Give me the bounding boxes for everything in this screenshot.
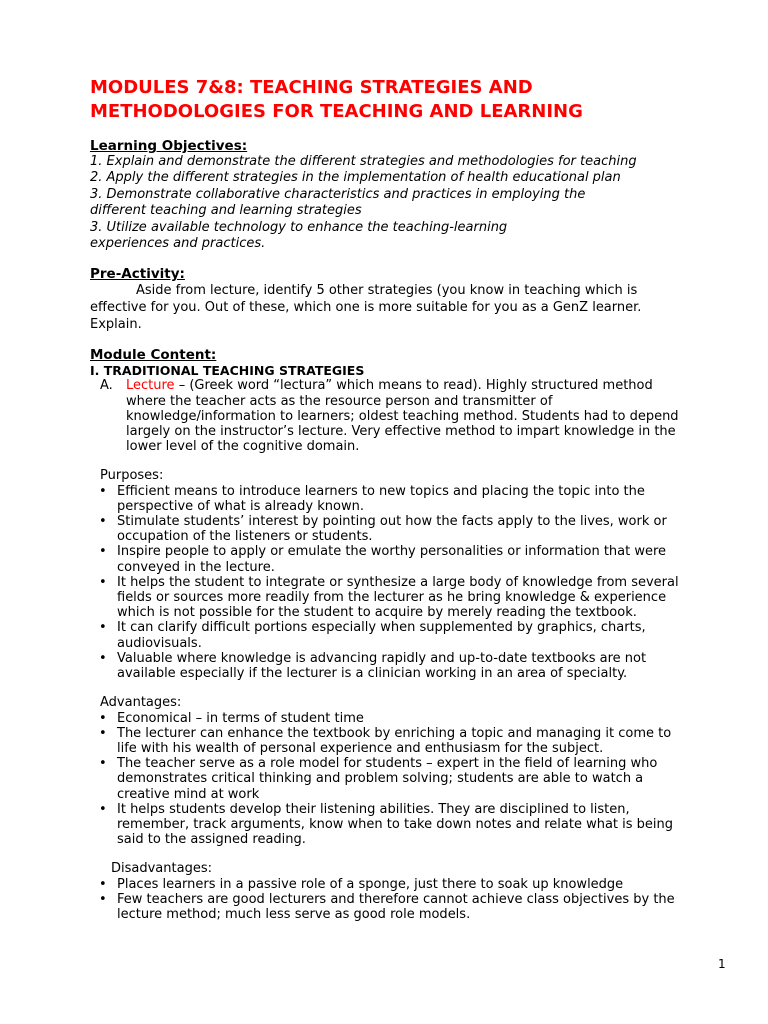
bullet-icon: • <box>99 891 107 907</box>
module-title <box>90 76 730 124</box>
list-item-text: The teacher serve as a role model for students – expert in the field of learning who <box>117 756 658 772</box>
pre-activity-line: effective for you. Out of these, which one is more suitable for you as a GenZ learner. <box>90 300 642 316</box>
objectives-list <box>90 154 730 252</box>
list-item <box>90 484 730 514</box>
list-item <box>90 726 730 756</box>
pre-activity-line: Explain. <box>90 317 142 333</box>
list-item-text: audiovisuals. <box>117 635 202 651</box>
list-marker: A. <box>100 378 113 394</box>
objective-line: 3. Demonstrate collaborative characteristics and practices in employing the <box>90 186 586 202</box>
lecture-text: knowledge/information to learners; oldest teaching method. Students had to depend <box>126 408 679 424</box>
bullet-icon: • <box>99 483 107 499</box>
list-item <box>90 575 730 621</box>
list-item-text: It helps students develop their listening abilities. They are disciplined to listen, <box>117 801 630 817</box>
advantages-list <box>90 711 730 848</box>
list-item-text: Valuable where knowledge is advancing rapidly and up-to-date textbooks are not <box>117 650 647 666</box>
list-item-text: It can clarify difficult portions especially when supplemented by graphics, charts, <box>117 620 646 636</box>
pre-activity-text <box>90 282 730 333</box>
objective-line: 3. Utilize available technology to enhance the teaching-learning <box>90 219 508 235</box>
list-item <box>90 711 730 726</box>
list-item-text: said to the assigned reading. <box>117 832 306 848</box>
bullet-icon: • <box>99 650 107 666</box>
disadvantages-label: Disadvantages: <box>111 861 212 877</box>
bullet-icon: • <box>99 544 107 560</box>
list-item-text: Stimulate students’ interest by pointing out how the facts apply to the lives, work or <box>117 514 667 530</box>
bullet-icon: • <box>99 801 107 817</box>
list-item-text: Economical – in terms of student time <box>117 710 364 726</box>
bullet-icon: • <box>99 710 107 726</box>
objective-line: 1. Explain and demonstrate the different strategies and methodologies for teaching <box>90 154 637 169</box>
list-item <box>90 544 730 574</box>
list-item-text: perspective of what is already known. <box>117 498 364 514</box>
purposes-label: Purposes: <box>100 468 164 484</box>
list-item-text: which is not possible for the student to acquire by merely reading the textbook. <box>117 605 637 621</box>
objective-line: 2. Apply the different strategies in the implementation of health educational plan <box>90 170 621 186</box>
title-bold-line2: METHODOLOGIES FOR TEACHING AND LEARNING <box>90 101 583 122</box>
objective-line: different teaching and learning strategies <box>90 203 362 219</box>
bullet-icon: • <box>99 876 107 892</box>
list-item-text: demonstrates critical thinking and problem solving; students are able to watch a <box>117 771 644 787</box>
list-item-text: life with his wealth of personal experience and enthusiasm for the subject. <box>117 740 604 756</box>
lecture-text: – (Greek word “lectura” which means to read). Highly structured method <box>174 378 653 394</box>
traditional-strategies-heading: I. TRADITIONAL TEACHING STRATEGIES <box>90 363 365 379</box>
document-page <box>90 76 730 922</box>
list-item-text: remember, track arguments, know when to take down notes and relate what is being <box>117 816 674 832</box>
lecture-text: where the teacher acts as the resource person and transmitter of <box>126 393 553 409</box>
advantages-label: Advantages: <box>100 695 182 711</box>
bullet-icon: • <box>99 574 107 590</box>
purposes-list <box>90 484 730 682</box>
lecture-definition <box>90 378 730 454</box>
list-item <box>90 514 730 544</box>
lecture-text: largely on the instructor’s lecture. Very effective method to impart knowledge in the <box>126 424 676 440</box>
bullet-icon: • <box>99 620 107 636</box>
title-prefix: MODULES 7&8: <box>90 77 250 98</box>
list-item-text: It helps the student to integrate or synthesize a large body of knowledge from several <box>117 574 679 590</box>
list-item <box>90 802 730 848</box>
list-item-text: Inspire people to apply or emulate the worthy personalities or information that were <box>117 544 667 560</box>
list-item <box>90 620 730 650</box>
title-bold-line1: TEACHING STRATEGIES AND <box>249 77 533 98</box>
module-content-heading: Module Content: <box>90 347 217 364</box>
list-item-text: Efficient means to introduce learners to new topics and placing the topic into the <box>117 483 645 499</box>
list-item <box>90 651 730 681</box>
bullet-icon: • <box>99 514 107 530</box>
page-number: 1 <box>718 957 726 971</box>
disadvantages-list <box>90 877 730 923</box>
list-item <box>90 756 730 802</box>
list-item-text: lecture method; much less serve as good role models. <box>117 906 471 922</box>
objective-line: experiences and practices. <box>90 236 266 252</box>
list-item <box>90 892 730 922</box>
list-item <box>90 877 730 892</box>
bullet-icon: • <box>99 756 107 772</box>
list-item-text: conveyed in the lecture. <box>117 559 275 575</box>
pre-activity-heading: Pre-Activity: <box>90 266 185 283</box>
list-item-text: Places learners in a passive role of a sponge, just there to soak up knowledge <box>117 876 624 892</box>
objectives-heading: Learning Objectives: <box>90 138 248 154</box>
list-item-text: available especially if the lecturer is a clinician working in an area of specialty. <box>117 666 628 682</box>
list-item-text: occupation of the listeners or students. <box>117 529 373 545</box>
bullet-icon: • <box>99 725 107 741</box>
lecture-term: Lecture <box>126 378 175 394</box>
list-item-text: fields or sources more readily from the lecturer as he bring knowledge & experience <box>117 590 667 606</box>
list-item-text: The lecturer can enhance the textbook by enriching a topic and managing it come to <box>117 725 672 741</box>
list-item-text: Few teachers are good lecturers and therefore cannot achieve class objectives by the <box>117 891 675 907</box>
lecture-text: lower level of the cognitive domain. <box>126 439 360 455</box>
list-item-text: creative mind at work <box>117 786 260 802</box>
pre-activity-line: Aside from lecture, identify 5 other strategies (you know in teaching which is <box>136 283 638 299</box>
